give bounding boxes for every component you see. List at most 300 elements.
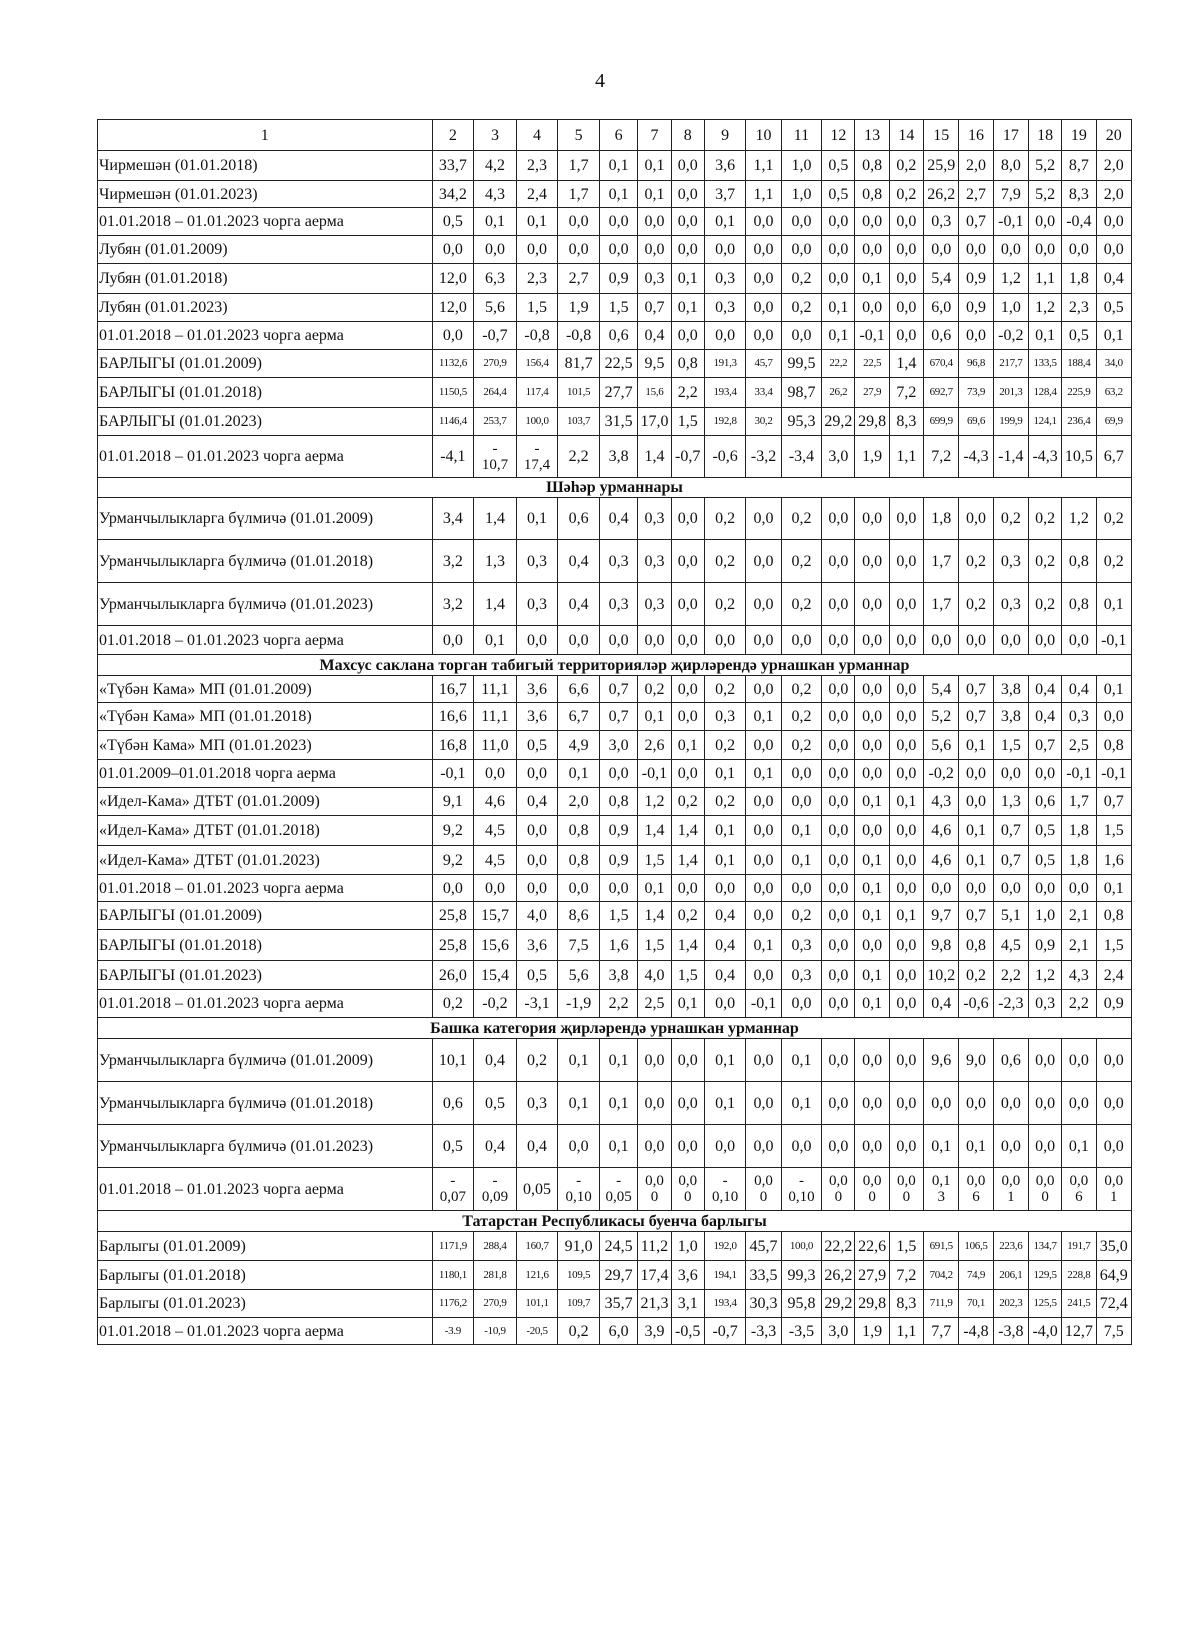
table-cell: 30,3 <box>746 1290 781 1318</box>
table-cell: 1,1 <box>1028 264 1061 294</box>
table-cell: 22,2 <box>822 350 855 378</box>
table-cell: 0,0 <box>924 626 959 655</box>
table-cell: 0,0 6 <box>959 1168 993 1211</box>
table-cell: 0,7 <box>599 703 637 731</box>
table-cell: 0,0 <box>1062 1082 1096 1125</box>
table-cell: -4,1 <box>432 436 474 478</box>
table-cell: 1,0 <box>671 1232 704 1261</box>
table-cell: 0,0 <box>746 498 781 540</box>
table-cell: 29,7 <box>599 1261 637 1290</box>
table-row <box>98 181 1132 208</box>
table-cell: 0,0 <box>671 181 704 208</box>
table-cell: 22,2 <box>822 1232 855 1261</box>
table-cell: 0,4 <box>704 902 746 930</box>
section-header-row <box>98 478 1132 498</box>
table-row <box>98 676 1132 703</box>
table-cell: 25,9 <box>924 151 959 181</box>
table-cell: 0,0 <box>1028 875 1061 902</box>
table-cell: -0,2 <box>924 760 959 788</box>
table-row <box>98 788 1132 816</box>
table-cell: 2,5 <box>1062 731 1096 760</box>
table-cell: 0,4 <box>558 583 600 626</box>
table-cell: 160,7 <box>516 1232 558 1261</box>
table-cell: -0,8 <box>558 322 600 350</box>
table-cell: 1,5 <box>671 408 704 436</box>
table-cell: 0,2 <box>704 583 746 626</box>
table-cell: 0,1 <box>558 760 600 788</box>
row-label: Барлыгы (01.01.2018) <box>98 1261 433 1290</box>
table-cell: 0,7 <box>959 902 993 930</box>
table-cell: 0,0 <box>558 208 600 236</box>
table-cell: 0,8 <box>959 930 993 961</box>
table-cell: 0,1 <box>599 151 637 181</box>
table-cell: 0,3 <box>704 703 746 731</box>
table-cell: 1,5 <box>516 294 558 322</box>
table-cell: 0,5 <box>474 1082 517 1125</box>
table-cell: 9,0 <box>959 1039 993 1082</box>
table-cell: 3,0 <box>822 1318 855 1345</box>
column-header: 13 <box>855 120 889 151</box>
table-cell: 1,7 <box>1062 788 1096 816</box>
table-cell: 0,0 <box>822 731 855 760</box>
table-cell: 0,0 <box>889 676 923 703</box>
table-cell: 0,05 <box>516 1168 558 1211</box>
table-cell: 191,3 <box>704 350 746 378</box>
column-header: 2 <box>432 120 474 151</box>
table-cell: 0,0 <box>1028 208 1061 236</box>
row-label: «Түбән Кама» МП (01.01.2018) <box>98 703 433 731</box>
table-cell: 109,7 <box>558 1290 600 1318</box>
table-cell: 0,0 <box>993 236 1028 264</box>
table-cell: - 0,05 <box>599 1168 637 1211</box>
table-cell: 0,1 <box>855 902 889 930</box>
table-cell: 0,0 <box>516 760 558 788</box>
table-row <box>98 1290 1132 1318</box>
table-cell: 0,1 3 <box>924 1168 959 1211</box>
table-row <box>98 236 1132 264</box>
table-cell: 0,1 <box>822 294 855 322</box>
row-label: «Идел-Кама» ДТБТ (01.01.2018) <box>98 816 433 846</box>
table-cell: 15,4 <box>474 961 517 990</box>
table-cell: 0,1 <box>855 961 889 990</box>
table-cell: 0,0 <box>1062 236 1096 264</box>
table-cell: 0,0 <box>704 626 746 655</box>
table-cell: 1,5 <box>1096 816 1131 846</box>
table-cell: 0,0 <box>746 1125 781 1168</box>
table-cell: 9,2 <box>432 846 474 875</box>
table-cell: -4,8 <box>959 1318 993 1345</box>
table-cell: 7,5 <box>558 930 600 961</box>
table-cell: 0,0 <box>746 208 781 236</box>
table-cell: 0,2 <box>781 498 822 540</box>
table-cell: 0,0 <box>671 208 704 236</box>
table-cell: 6,7 <box>1096 436 1131 478</box>
table-cell: 0,0 <box>638 1039 671 1082</box>
table-cell: 8,0 <box>993 151 1028 181</box>
table-cell: 0,0 <box>671 322 704 350</box>
table-cell: 0,1 <box>1096 676 1131 703</box>
table-cell: 69,6 <box>959 408 993 436</box>
table-cell: 0,0 <box>855 583 889 626</box>
table-cell: 5,4 <box>924 264 959 294</box>
table-cell: 11,2 <box>638 1232 671 1261</box>
table-cell: 0,2 <box>432 990 474 1018</box>
row-label: Барлыгы (01.01.2009) <box>98 1232 433 1261</box>
table-cell: 0,2 <box>959 540 993 583</box>
table-cell: 0,0 <box>746 236 781 264</box>
table-cell: 0,0 <box>855 294 889 322</box>
table-cell: 35,7 <box>599 1290 637 1318</box>
table-cell: 15,6 <box>474 930 517 961</box>
table-cell: 3,6 <box>516 930 558 961</box>
table-cell: 34,2 <box>432 181 474 208</box>
table-cell: 1,5 <box>599 902 637 930</box>
table-cell: 0,0 <box>822 816 855 846</box>
table-cell: 0,0 <box>746 902 781 930</box>
table-cell: 0,2 <box>781 731 822 760</box>
table-cell: 194,1 <box>704 1261 746 1290</box>
table-cell: 2,1 <box>1062 902 1096 930</box>
table-cell: 5,2 <box>1028 181 1061 208</box>
table-cell: 0,0 <box>746 1039 781 1082</box>
table-cell: 64,9 <box>1096 1261 1131 1290</box>
table-cell: 0,0 <box>781 236 822 264</box>
column-header: 9 <box>704 120 746 151</box>
table-cell: 0,2 <box>704 731 746 760</box>
table-row <box>98 990 1132 1018</box>
table-cell: 0,1 <box>889 902 923 930</box>
table-cell: 1,4 <box>671 816 704 846</box>
table-cell: 0,1 <box>855 875 889 902</box>
table-cell: 7,2 <box>889 378 923 408</box>
table-cell: 3,6 <box>671 1261 704 1290</box>
table-cell: 1,1 <box>746 151 781 181</box>
table-cell: 0,1 <box>516 208 558 236</box>
table-cell: 129,5 <box>1028 1261 1061 1290</box>
table-cell: 0,1 <box>599 181 637 208</box>
table-cell: 0,2 <box>1096 540 1131 583</box>
table-cell: 0,9 <box>599 264 637 294</box>
table-cell: 0,1 <box>599 1125 637 1168</box>
table-cell: 0,0 <box>822 1082 855 1125</box>
table-row <box>98 378 1132 408</box>
table-cell: 0,3 <box>993 540 1028 583</box>
table-row <box>98 208 1132 236</box>
table-cell: 0,0 <box>1096 236 1131 264</box>
table-cell: 0,5 <box>516 731 558 760</box>
table-cell: 1,2 <box>1028 961 1061 990</box>
table-cell: 0,1 <box>516 498 558 540</box>
table-cell: 0,0 <box>474 875 517 902</box>
table-cell: 0,0 <box>599 208 637 236</box>
table-cell: 2,3 <box>516 151 558 181</box>
table-cell: 0,0 <box>558 1125 600 1168</box>
table-cell: 0,5 <box>1096 294 1131 322</box>
table-cell: 0,2 <box>993 498 1028 540</box>
table-cell: 0,2 <box>781 540 822 583</box>
table-row <box>98 350 1132 378</box>
table-cell: 0,0 <box>599 875 637 902</box>
table-cell: 2,6 <box>638 731 671 760</box>
table-cell: 1,9 <box>855 1318 889 1345</box>
table-cell: 0,0 <box>746 875 781 902</box>
table-cell: -4,0 <box>1028 1318 1061 1345</box>
table-cell: -1,4 <box>993 436 1028 478</box>
table-cell: 0,0 <box>822 703 855 731</box>
column-header: 12 <box>822 120 855 151</box>
table-cell: 0,0 <box>558 626 600 655</box>
table-cell: 0,0 <box>781 760 822 788</box>
table-row <box>98 1261 1132 1290</box>
table-cell: 0,0 <box>1028 626 1061 655</box>
column-header: 10 <box>746 120 781 151</box>
table-cell: 33,4 <box>746 378 781 408</box>
table-cell: 0,3 <box>781 930 822 961</box>
column-header: 17 <box>993 120 1028 151</box>
table-cell: 0,7 <box>1096 788 1131 816</box>
table-cell: 0,0 0 <box>855 1168 889 1211</box>
table-cell: - 10,7 <box>474 436 517 478</box>
table-cell: 1,3 <box>993 788 1028 816</box>
table-cell: 81,7 <box>558 350 600 378</box>
table-cell: 0,0 <box>746 961 781 990</box>
table-cell: 2,7 <box>558 264 600 294</box>
table-cell: 72,4 <box>1096 1290 1131 1318</box>
table-cell: 0,0 <box>889 846 923 875</box>
table-cell: - 0,09 <box>474 1168 517 1211</box>
table-cell: 0,5 <box>516 961 558 990</box>
table-cell: 1132,6 <box>432 350 474 378</box>
table-cell: 0,0 <box>1096 208 1131 236</box>
table-row <box>98 322 1132 350</box>
table-cell: 1150,5 <box>432 378 474 408</box>
table-cell: 0,0 <box>959 236 993 264</box>
table-cell: 4,5 <box>474 816 517 846</box>
table-cell: 0,0 <box>746 731 781 760</box>
table-cell: 63,2 <box>1096 378 1131 408</box>
table-cell: 0,3 <box>704 264 746 294</box>
table-cell: 0,9 <box>959 294 993 322</box>
table-cell: 0,0 <box>432 322 474 350</box>
table-cell: 2,5 <box>638 990 671 1018</box>
table-cell: 0,0 <box>924 236 959 264</box>
table-row <box>98 626 1132 655</box>
table-cell: 0,1 <box>671 990 704 1018</box>
table-cell: 0,2 <box>889 151 923 181</box>
table-cell: 3,8 <box>599 436 637 478</box>
row-label: Чирмешән (01.01.2023) <box>98 181 433 208</box>
table-cell: 6,6 <box>558 676 600 703</box>
table-cell: 74,9 <box>959 1261 993 1290</box>
table-cell: 0,0 <box>1028 236 1061 264</box>
table-cell: 0,2 <box>704 788 746 816</box>
table-cell: 0,0 <box>822 846 855 875</box>
table-cell: 0,1 <box>558 1039 600 1082</box>
table-cell: 0,2 <box>781 294 822 322</box>
table-cell: 121,6 <box>516 1261 558 1290</box>
table-cell: 0,0 <box>671 875 704 902</box>
table-row <box>98 264 1132 294</box>
table-cell: 0,0 <box>822 990 855 1018</box>
table-cell: 670,4 <box>924 350 959 378</box>
table-cell: -4,3 <box>1028 436 1061 478</box>
table-cell: 1,1 <box>889 436 923 478</box>
table-cell: 192,8 <box>704 408 746 436</box>
table-cell: 0,0 <box>822 961 855 990</box>
row-label: Урманчылыкларга бүлмичә (01.01.2018) <box>98 1082 433 1125</box>
table-cell: 1,9 <box>558 294 600 322</box>
table-cell: 0,0 <box>781 1125 822 1168</box>
table-cell: 101,1 <box>516 1290 558 1318</box>
table-row <box>98 1232 1132 1261</box>
table-cell: 0,9 <box>1096 990 1131 1018</box>
table-cell: 4,2 <box>474 151 517 181</box>
table-cell: 35,0 <box>1096 1232 1131 1261</box>
table-row <box>98 540 1132 583</box>
table-cell: 0,0 <box>959 760 993 788</box>
table-cell: 0,0 <box>855 626 889 655</box>
table-cell: 0,6 <box>993 1039 1028 1082</box>
table-cell: 0,1 <box>855 990 889 1018</box>
table-cell: 0,2 <box>889 181 923 208</box>
table-cell: 0,0 <box>671 1125 704 1168</box>
table-cell: 0,0 <box>671 1082 704 1125</box>
table-cell: 1,0 <box>781 181 822 208</box>
table-cell: 0,2 <box>638 676 671 703</box>
table-cell: 0,0 0 <box>889 1168 923 1211</box>
row-label: «Түбән Кама» МП (01.01.2009) <box>98 676 433 703</box>
table-cell: 1,9 <box>855 436 889 478</box>
table-cell: 0,0 <box>746 626 781 655</box>
table-cell: 125,5 <box>1028 1290 1061 1318</box>
table-cell: -3,8 <box>993 1318 1028 1345</box>
table-cell: 0,6 <box>1028 788 1061 816</box>
row-label: 01.01.2018 – 01.01.2023 чорга аерма <box>98 626 433 655</box>
table-cell: 0,0 <box>432 875 474 902</box>
table-cell: 16,7 <box>432 676 474 703</box>
page-number: 4 <box>595 70 605 92</box>
table-cell: 0,0 <box>671 626 704 655</box>
row-label: «Идел-Кама» ДТБТ (01.01.2023) <box>98 846 433 875</box>
table-cell: 29,8 <box>855 408 889 436</box>
row-label: 01.01.2009–01.01.2018 чорга аерма <box>98 760 433 788</box>
table-cell: 0,2 <box>781 676 822 703</box>
table-cell: 1,1 <box>889 1318 923 1345</box>
table-cell: 0,1 <box>1096 322 1131 350</box>
table-cell: 1,5 <box>889 1232 923 1261</box>
table-cell: 0,9 <box>959 264 993 294</box>
table-cell: 253,7 <box>474 408 517 436</box>
table-cell: - 0,07 <box>432 1168 474 1211</box>
table-cell: -0,5 <box>671 1318 704 1345</box>
table-cell: 1,8 <box>1062 264 1096 294</box>
table-cell: 21,3 <box>638 1290 671 1318</box>
table-cell: 0,0 <box>704 1125 746 1168</box>
table-cell: 4,0 <box>516 902 558 930</box>
table-cell: 27,7 <box>599 378 637 408</box>
table-row <box>98 1039 1132 1082</box>
table-cell: 69,9 <box>1096 408 1131 436</box>
table-cell: -0,1 <box>1062 760 1096 788</box>
table-cell: 0,1 <box>822 322 855 350</box>
table-cell: 17,0 <box>638 408 671 436</box>
table-cell: 7,7 <box>924 1318 959 1345</box>
table-cell: 22,6 <box>855 1232 889 1261</box>
table-cell: 0,1 <box>671 294 704 322</box>
table-cell: 11,0 <box>474 731 517 760</box>
table-cell: 0,0 <box>889 540 923 583</box>
table-cell: 1,6 <box>1096 846 1131 875</box>
section-title: Шәһәр урманнары <box>98 478 1132 498</box>
table-cell: 0,0 <box>671 498 704 540</box>
column-header: 4 <box>516 120 558 151</box>
table-cell: 101,5 <box>558 378 600 408</box>
table-cell: 228,8 <box>1062 1261 1096 1290</box>
table-cell: 1,2 <box>1062 498 1096 540</box>
table-cell: 26,0 <box>432 961 474 990</box>
table-cell: 0,3 <box>1028 990 1061 1018</box>
table-cell: 2,3 <box>1062 294 1096 322</box>
table-cell: 0,1 <box>959 1125 993 1168</box>
table-cell: 7,2 <box>889 1261 923 1290</box>
table-cell: 0,1 <box>781 1039 822 1082</box>
table-cell: 0,0 <box>993 1082 1028 1125</box>
table-cell: 0,3 <box>924 208 959 236</box>
table-cell: 2,7 <box>959 181 993 208</box>
table-cell: 8,3 <box>889 408 923 436</box>
table-row <box>98 1168 1132 1211</box>
table-cell: 0,0 <box>889 208 923 236</box>
table-row <box>98 902 1132 930</box>
row-label: БАРЛЫГЫ (01.01.2009) <box>98 902 433 930</box>
table-cell: 0,1 <box>671 731 704 760</box>
table-cell: 0,0 <box>822 264 855 294</box>
table-cell: 0,2 <box>1028 498 1061 540</box>
table-cell: 0,0 <box>822 583 855 626</box>
table-cell: 1,4 <box>474 583 517 626</box>
table-cell: 1,3 <box>474 540 517 583</box>
table-cell: 0,0 <box>889 1039 923 1082</box>
table-cell: 6,7 <box>558 703 600 731</box>
table-cell: 0,1 <box>704 1082 746 1125</box>
table-cell: 0,1 <box>704 846 746 875</box>
table-cell: 0,0 <box>1062 875 1096 902</box>
table-cell: 124,1 <box>1028 408 1061 436</box>
table-cell: 9,1 <box>432 788 474 816</box>
table-cell: 0,1 <box>746 703 781 731</box>
table-cell: -0,7 <box>671 436 704 478</box>
table-cell: 0,5 <box>1062 322 1096 350</box>
table-cell: 0,0 <box>474 760 517 788</box>
table-cell: 0,0 <box>704 875 746 902</box>
table-cell: 3,6 <box>516 703 558 731</box>
table-cell: 288,4 <box>474 1232 517 1261</box>
table-cell: 0,0 0 <box>1028 1168 1061 1211</box>
table-cell: 0,1 <box>924 1125 959 1168</box>
column-header: 15 <box>924 120 959 151</box>
table-cell: 0,3 <box>1062 703 1096 731</box>
table-cell: 0,0 <box>993 875 1028 902</box>
table-cell: - 0,10 <box>704 1168 746 1211</box>
row-label: Урманчылыкларга бүлмичә (01.01.2018) <box>98 540 433 583</box>
table-cell: 0,0 <box>889 498 923 540</box>
table-cell: 0,0 <box>889 236 923 264</box>
table-cell: 0,7 <box>599 676 637 703</box>
column-header: 14 <box>889 120 923 151</box>
table-cell: -3,1 <box>516 990 558 1018</box>
table-cell: 0,5 <box>1028 816 1061 846</box>
table-cell: 0,0 <box>781 990 822 1018</box>
